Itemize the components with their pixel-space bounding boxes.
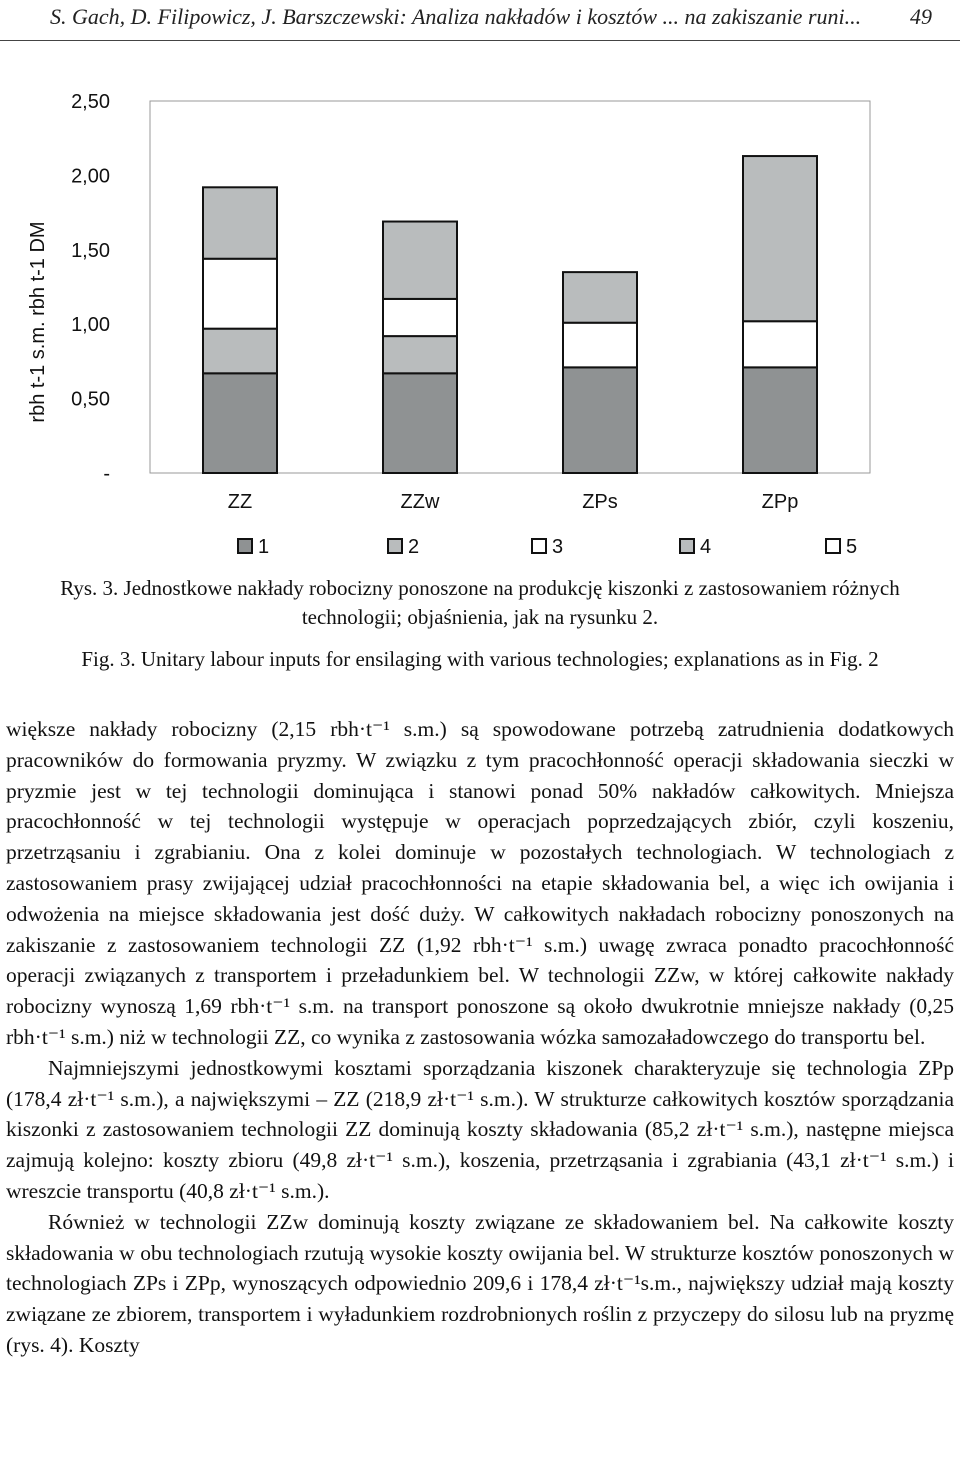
x-category-label: ZPp [761,491,799,513]
y-tick-label: 2,50 [71,91,110,113]
x-category-label: ZPs [582,491,618,513]
legend-swatch [388,539,402,553]
paragraph: Najmniejszymi jednostkowymi kosztami sporządzania kiszonek charakteryzuje się technologia ZPp (178,4 zł·t⁻¹ s.m.), a największymi – ZZ (218,9 zł·t⁻¹ s.m.). W strukturze całkowitych kosztów sporządzania kiszonki z zastosowaniem technologii ZZ dominują koszty składowania (85,2 zł·t⁻¹ s.m.), następne miejsca zajmują kolejno: koszty zbioru (49,8 zł·t⁻¹ s.m.), koszenia, przetrząsania i zgrabiania (43,1 zł·t⁻¹ s.m.) i wreszcie transportu (40,8 zł·t⁻¹ s.m.). [6,1055,954,1203]
bar-segment [743,321,817,367]
bar-segment [743,156,817,321]
legend-swatch [680,539,694,553]
figure-caption-polish [0,574,960,632]
legend-swatch [826,539,840,553]
y-tick-label: 1,50 [71,239,110,262]
running-header [0,0,960,41]
legend-swatch [532,539,546,553]
bar-segment [383,336,457,373]
y-tick-label: 2,00 [71,165,110,188]
paragraph: większe nakłady robocizny (2,15 rbh·t⁻¹ s.m.) są spowodowane potrzebą zatrudnienia dodatkowych pracowników do formowania pryzmy. W związku z tym pracochłonność operacji składowania sieczki w pryzmie jest w tej technologii dominująca i stanowi ponad 50% nakładów całkowitych. Mniejsza pracochłonność w tej technologii występuje w operacjach poprzedzających zbiór, czyli koszeniu, przetrząsaniu i zgrabianiu. Ona z kolei dominuje w pozostałych technologiach. W technologiach z zastosowaniem prasy zwijającej udział pracochłonności na etapie składowania bel, a więc ich owijania i odwożenia na miejsce składowania jest dość duży. W całkowitych nakładach robocizny ponoszonych na zakiszanie z zastosowaniem technologii ZZ (1,92 rbh·t⁻¹ s.m.) uwagę zwraca ponadto pracochłonność operacji związanych z transportem i przeładunkiem bel. W technologii ZZw, w której całkowite nakłady robocizny wynoszą 1,69 rbh·t⁻¹ s.m. na transport ponoszone są około dwukrotnie mniejsze nakłady (0,25 rbh·t⁻¹ s.m.) niż w technologii ZZ, co wynika z zastosowania wózka samozaładowczego do transportu bel. [6,717,954,1049]
y-axis-label: rbh t-1 s.m. rbh t-1 DM [27,221,49,423]
y-tick-label: 0,50 [71,388,110,411]
bar-segment [563,272,637,323]
legend-label: 4 [700,536,712,558]
bar-segment [203,187,277,258]
caption-line: technologii; objaśnienia, jak na rysunku 2. [301,605,659,629]
x-category-label: ZZw [400,491,440,513]
figure-caption-english: Fig. 3. Unitary labour inputs for ensilaging with various technologies; explanations as in Fig. 2 [81,647,879,671]
bar-segment [383,373,457,473]
paragraph: Również w technologii ZZw dominują koszty związane ze składowaniem bel. Na całkowite koszty składowania w obu technologiach rzutują wysokie koszty owijania bel. W strukturze kosztów ponoszonych w technologiach ZPs i ZPp, wynoszących odpowiednio 209,6 i 178,4 zł·t⁻¹s.m., największy udział mają koszty związane ze zbiorem, transportem i wyładunkiem rozdrobnionych roślin z przyczepy do silosu lub na pryzmę (rys. 4). Koszty [6,1209,954,1357]
page-number: 49 [910,4,932,29]
bar-segment [203,373,277,473]
bar-segment [563,323,637,368]
legend-label: 2 [408,536,420,558]
body-text [6,714,954,1361]
y-tick-label: - [103,463,110,485]
running-title: S. Gach, D. Filipowicz, J. Barszczewski: Analiza nakładów i kosztów ... na zakiszanie runi... [50,4,862,29]
y-tick-label: 1,00 [71,314,110,337]
legend-label: 1 [258,536,270,558]
bar-segment [203,329,277,374]
x-category-label: ZZ [227,491,253,513]
bar-segment [563,367,637,473]
bar-segment [383,222,457,299]
bar-segment [743,367,817,473]
stacked-bar-chart [0,40,960,570]
caption-line: Rys. 3. Jednostkowe nakłady robocizny ponoszone na produkcję kiszonki z zastosowaniem różnych [60,576,900,600]
legend-swatch [238,539,252,553]
legend-label: 5 [846,536,858,558]
legend-label: 3 [552,536,564,558]
bar-segment [203,259,277,329]
bar-segment [383,299,457,336]
